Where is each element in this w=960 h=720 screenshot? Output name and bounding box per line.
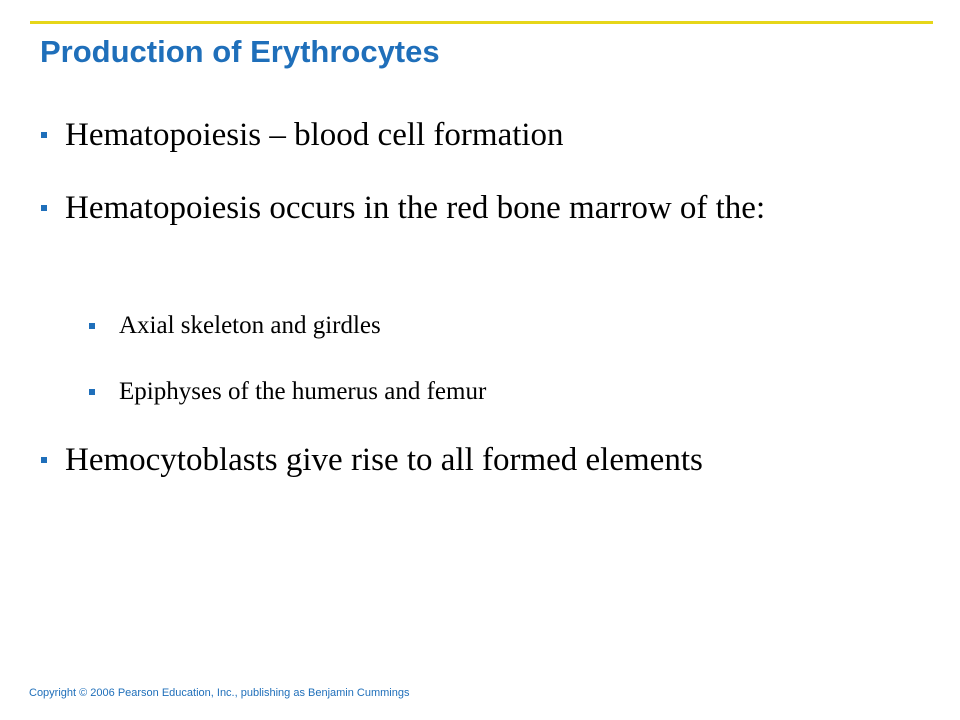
bullet-text: Hemocytoblasts give rise to all formed elements — [65, 442, 703, 478]
slide-title: Production of Erythrocytes — [40, 34, 440, 69]
square-bullet-icon — [89, 323, 95, 329]
bullet-text: Axial skeleton and girdles — [119, 312, 381, 339]
bullet-text: Epiphyses of the humerus and femur — [119, 378, 487, 405]
bullet-text: Hematopoiesis occurs in the red bone marrow of the: — [65, 190, 766, 226]
square-bullet-icon — [41, 205, 47, 211]
bullet-text: Hematopoiesis – blood cell formation — [65, 117, 564, 153]
square-bullet-icon — [89, 389, 95, 395]
bullet-item — [41, 113, 861, 157]
square-bullet-icon — [41, 132, 47, 138]
top-accent-rule — [30, 21, 933, 24]
square-bullet-icon — [41, 457, 47, 463]
sub-bullet-item — [89, 311, 849, 341]
bullet-item — [41, 186, 861, 230]
bullet-item — [41, 438, 861, 482]
sub-bullet-item — [89, 377, 849, 407]
copyright-footer: Copyright © 2006 Pearson Education, Inc., publishing as Benjamin Cummings — [29, 687, 410, 699]
